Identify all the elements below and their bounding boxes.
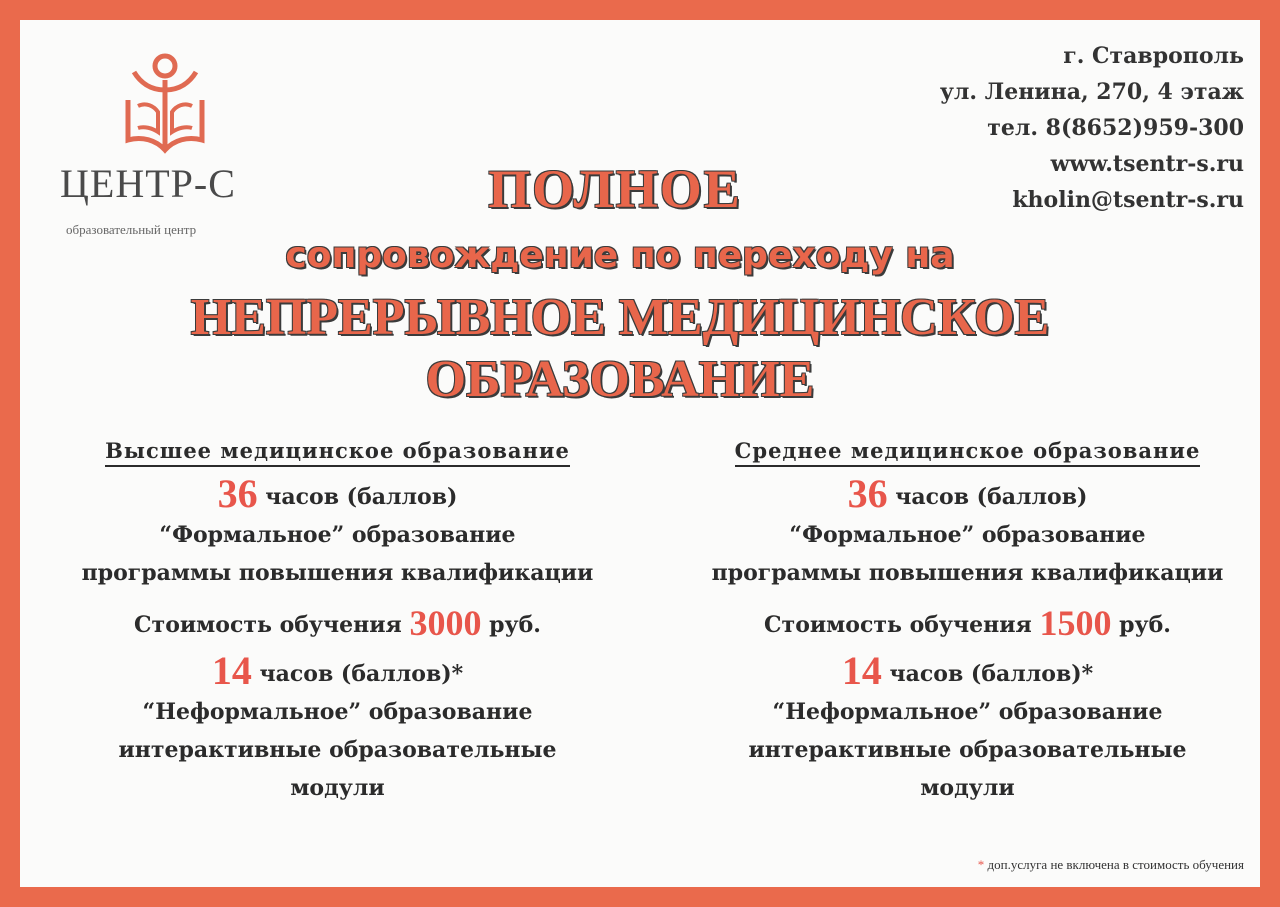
contact-email[interactable]: kholin@tsentr-s.ru <box>1012 187 1244 213</box>
price-prefix: Стоимость обучения <box>764 612 1032 638</box>
logo-subtitle: образовательный центр <box>66 222 197 237</box>
hours-formal-label: часов (баллов) <box>265 484 458 510</box>
price-value: 1500 <box>1039 603 1112 643</box>
hours-formal <box>655 471 1280 516</box>
informal-education: “Неформальное” образование <box>772 699 1163 725</box>
hours-informal-label: часов (баллов)* <box>889 661 1094 687</box>
headline-education: ОБРАЗОВАНИЕ <box>425 351 815 408</box>
column-secondary-education <box>655 430 1280 807</box>
price-value: 3000 <box>409 603 482 643</box>
hours-formal-label: часов (баллов) <box>895 484 1088 510</box>
price <box>655 604 1280 644</box>
informal-education: “Неформальное” образование <box>142 699 533 725</box>
hours-informal <box>30 648 645 693</box>
logo-name: ЦЕНТР-С <box>60 161 236 206</box>
headline-support <box>80 235 1160 276</box>
headline-continuous: НЕПРЕРЫВНОЕ МЕДИЦИНСКОЕ <box>190 289 1050 346</box>
modules-line1: интерактивные образовательные <box>118 737 557 763</box>
hours-informal-label: часов (баллов)* <box>259 661 464 687</box>
hours-formal-value: 36 <box>217 471 258 516</box>
footnote <box>978 857 1244 873</box>
programs: программы повышения квалификации <box>81 560 594 586</box>
modules-line2: модули <box>920 775 1015 801</box>
programs: программы повышения квалификации <box>711 560 1224 586</box>
footnote-star: * <box>977 857 985 872</box>
contact-phone: тел. 8(8652)959-300 <box>987 115 1244 141</box>
contact-address: ул. Ленина, 270, 4 этаж <box>939 79 1244 105</box>
headline-full: ПОЛНОЕ <box>488 159 742 219</box>
price-suffix: руб. <box>1119 612 1171 638</box>
column-higher-education <box>30 430 645 807</box>
hours-informal-value: 14 <box>841 648 882 693</box>
hours-formal-value: 36 <box>847 471 888 516</box>
hours-formal <box>30 471 645 516</box>
formal-education: “Формальное” образование <box>159 522 516 548</box>
modules-line2: модули <box>290 775 385 801</box>
price-suffix: руб. <box>489 612 541 638</box>
modules-line1: интерактивные образовательные <box>748 737 1187 763</box>
price-prefix: Стоимость обучения <box>134 612 402 638</box>
formal-education: “Формальное” образование <box>789 522 1146 548</box>
price <box>30 604 645 644</box>
column-title: Высшее медицинское образование <box>105 438 570 467</box>
column-title: Среднее медицинское образование <box>735 438 1201 467</box>
contact-city: г. Ставрополь <box>1063 43 1244 69</box>
contact-website[interactable]: www.tsentr-s.ru <box>1050 151 1244 177</box>
footnote-text: доп.услуга не включена в стоимость обучения <box>987 857 1244 872</box>
headline-support-text: сопровождение по переходу на <box>285 235 955 276</box>
book-person-icon <box>120 50 210 160</box>
contacts <box>940 38 1244 218</box>
hours-informal-value: 14 <box>211 648 252 693</box>
hours-informal <box>655 648 1280 693</box>
